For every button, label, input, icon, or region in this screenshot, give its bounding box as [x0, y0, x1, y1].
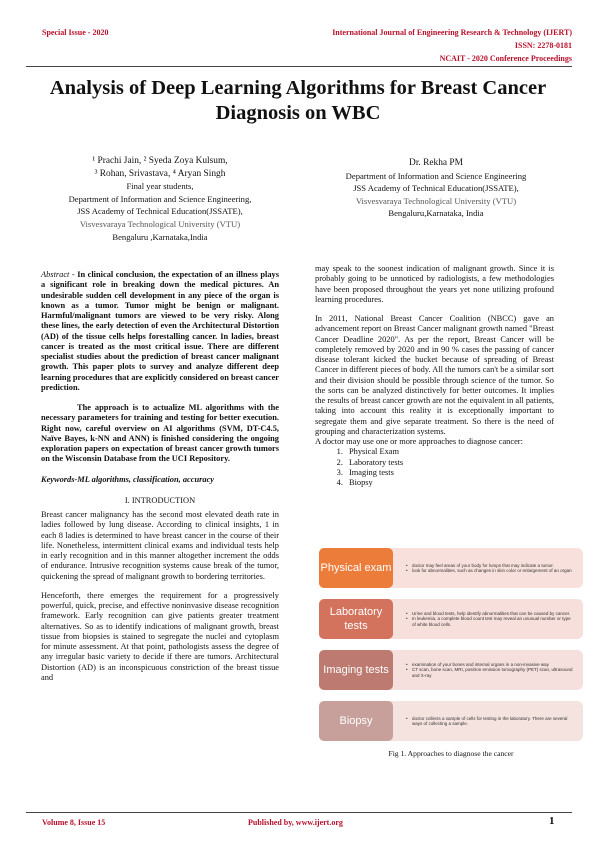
author-institute: JSS Academy of Technical Education(JSSATE), — [77, 206, 243, 217]
right-paragraph-1: may speak to the soonest indication of malignant growth. Since it is probably going to be unnoticed by radiologists, a few methodologies have been proposed throughout the years yet none utilizing profound learning procedures. — [315, 264, 554, 304]
author-names-1: ¹ Prachi Jain, ² Syeda Zoya Kulsum, — [92, 156, 228, 166]
figure-bullets-physical-exam — [405, 550, 573, 586]
keywords: Keywords-ML algorithms, classification, accuracy — [41, 474, 214, 484]
figure-box-biopsy: Biopsy — [319, 701, 393, 741]
figure-bullet: • examination of your bones and internal organs in a non-invasive way — [405, 662, 573, 667]
figure-bullets-biopsy — [405, 703, 573, 739]
header-special-issue: Special Issue - 2020 — [42, 28, 109, 37]
footer-rule — [26, 812, 572, 813]
list-item: 2. Laboratory tests — [345, 458, 554, 468]
right-paragraph-3: A doctor may use one or more approaches to diagnose cancer: — [315, 437, 523, 446]
figure-row-biopsy — [319, 701, 583, 741]
page-number: 1 — [549, 815, 555, 827]
figure-bullets-imaging-tests — [405, 652, 573, 688]
right-paragraph-2: In 2011, National Breast Cancer Coalition (NBCC) gave an advancement report on Breast Cancer malignant growth named "Breast Cancer Deadline 2020". As per the report, Breast Cancer will be completely removed by 2020 and in 90 % cases the passing of cancer disease tolerant kicked the bucket because of spreading of Breast Cancer in different pieces of body. All the tumors can't be a similar sort and their division should be possible through science of the tumor. So the sorts can be analyzed distinctively for better outcomes. It implies the results of breast cancer growth are not the equivalent in all patients, taking into account this reality it is exceptionally important to segregate them and give separate treatment. So there is the need of grouping and characterization systems. — [315, 314, 554, 436]
author-right-location: Bengaluru,Karnataka, India — [388, 208, 484, 219]
figure-bullet: • look for abnormalities, such as changes in skin color or enlargement of an organ — [405, 568, 573, 573]
figure-bullet: • doctor collects a sample of cells for testing in the laboratory. There are several ways of collecting a sample. — [405, 716, 573, 727]
diagnosis-list — [315, 447, 554, 488]
author-name-rekha: Dr. Rekha PM — [409, 158, 463, 168]
author-names-2: ³ Rohan, Srivastava, ⁴ Aryan Singh — [94, 168, 226, 179]
intro-heading: I. INTRODUCTION — [124, 495, 196, 505]
author-role: Final year students, — [126, 181, 194, 192]
author-department: Department of Information and Science Engineering, — [68, 193, 252, 204]
figure-row-physical-exam — [319, 548, 583, 588]
figure-box-imaging-tests: Imaging tests — [319, 650, 393, 690]
left-column — [41, 270, 279, 683]
author-location: Bengaluru ,Karnataka,India — [112, 231, 208, 242]
abstract-label: Abstract - — [41, 270, 75, 279]
footer-volume: Volume 8, Issue 15 — [42, 818, 106, 827]
author-right-university: Visvesvaraya Technological University (VTU) — [355, 195, 517, 206]
footer-published: Published by, www.ijert.org — [248, 818, 343, 827]
header-rule — [26, 66, 572, 67]
list-item: 4. Biopsy — [345, 478, 554, 488]
figure-box-laboratory-tests: Laboratory tests — [319, 599, 393, 639]
right-column — [315, 264, 554, 488]
intro-paragraph-2: Henceforth, there emerges the requirement for a progressively powerful, quick, precise, and effective noninvasive disease recognition framework. Early recognition can give patients greater treatment alternatives. So as to identify indications of malignant growth, breast tissue from biopsies is stained to segregate the nuclei and cytoplasm for minute assessment. At that point, pathologists assess the degree of any irregular basic variety to decide if there are tumors. Architectural Distortion (AD) is an inconspicuous constriction of the breast tissue and — [41, 590, 279, 682]
figure-bullet: • In leukemia, a complete blood count test may reveal an unusual number or type of white blood cells. — [405, 616, 573, 627]
header-conference: NCAIT - 2020 Conference Proceedings — [439, 54, 572, 63]
figure-bullet: • CT scan, bone scan, MRI, positron emission tomography (PET) scan, ultrasound and X-ray — [405, 667, 573, 678]
list-item: 3. Imaging tests — [345, 468, 554, 478]
figure-row-imaging-tests — [319, 650, 583, 690]
intro-paragraph-1: Breast cancer malignancy has the second most elevated death rate in ladies followed by lung disease. According to clinical insights, 1 in each 8 ladies is determined to have breast cancer in the course of their life. Nonetheless, intermittent clinical exams and individual tests help in early recognition and in this manner altogether increment the odds of endurance. Intrusive recognition systems cause break of the tumor, quickening the spread of malignant growth to bordering territories. — [41, 510, 279, 581]
figure-caption: Fig 1. Approaches to diagnose the cancer — [388, 749, 514, 758]
figure-bullet: • Urine and blood tests, help identify abnormalities that can be caused by cancer. — [405, 611, 573, 616]
list-item: 1. Physical Exam — [345, 447, 554, 457]
author-right-institute: JSS Academy of Technical Education(JSSATE), — [353, 183, 519, 194]
abstract-paragraph-1 — [41, 270, 279, 393]
figure-row-laboratory-tests — [319, 599, 583, 639]
author-right-department: Department of Information and Science Engineering — [345, 170, 527, 181]
header-issn: ISSN: 2278-0181 — [514, 41, 572, 50]
figure-box-physical-exam: Physical exam — [319, 548, 393, 588]
abstract-paragraph-2: The approach is to actualize ML algorithms with the necessary parameters for training and testing for better execution. Right now, careful overview on AI algorithms (SVM, DT-C4.5, Naïve Bayes, k-NN and ANN) is finished considering the ongoing exploration papers on expectation of breast cancer growth tumors on the Wisconsin Database from the UCI Repository. — [41, 403, 279, 464]
authors-right — [296, 157, 576, 220]
figure-bullet: • doctor may feel areas of your body for lumps that may indicate a tumor. — [405, 563, 573, 568]
author-university: Visvesvaraya Technological University (VTU) — [79, 218, 241, 229]
figure-bullets-laboratory-tests — [405, 601, 573, 637]
paper-title: Analysis of Deep Learning Algorithms for Breast Cancer Diagnosis on WBC — [49, 77, 547, 124]
authors-left — [20, 155, 300, 243]
header-journal: International Journal of Engineering Research & Technology (IJERT) — [332, 28, 572, 37]
abstract-text-1: In clinical conclusion, the expectation of an illness plays a significant role in breaking down the medical pictures. An undesirable sudden cell development in any piece of the organ is known as a tumor. Tumor might be benign or malignant. Harmful/malignant tumors are viewed to be very risky. Along these lines, the early detection of even the Architectural Distortion (AD) of the tissue cells helps forestalling cancer. In ladies, breast cancer is treated as the most critical issue. There are different specialist studies about the prediction of breast cancer malignant growth. This paper plots to survey and analyze different deep learning procedures that are explicitly considered on breast cancer prediction. — [41, 270, 279, 392]
